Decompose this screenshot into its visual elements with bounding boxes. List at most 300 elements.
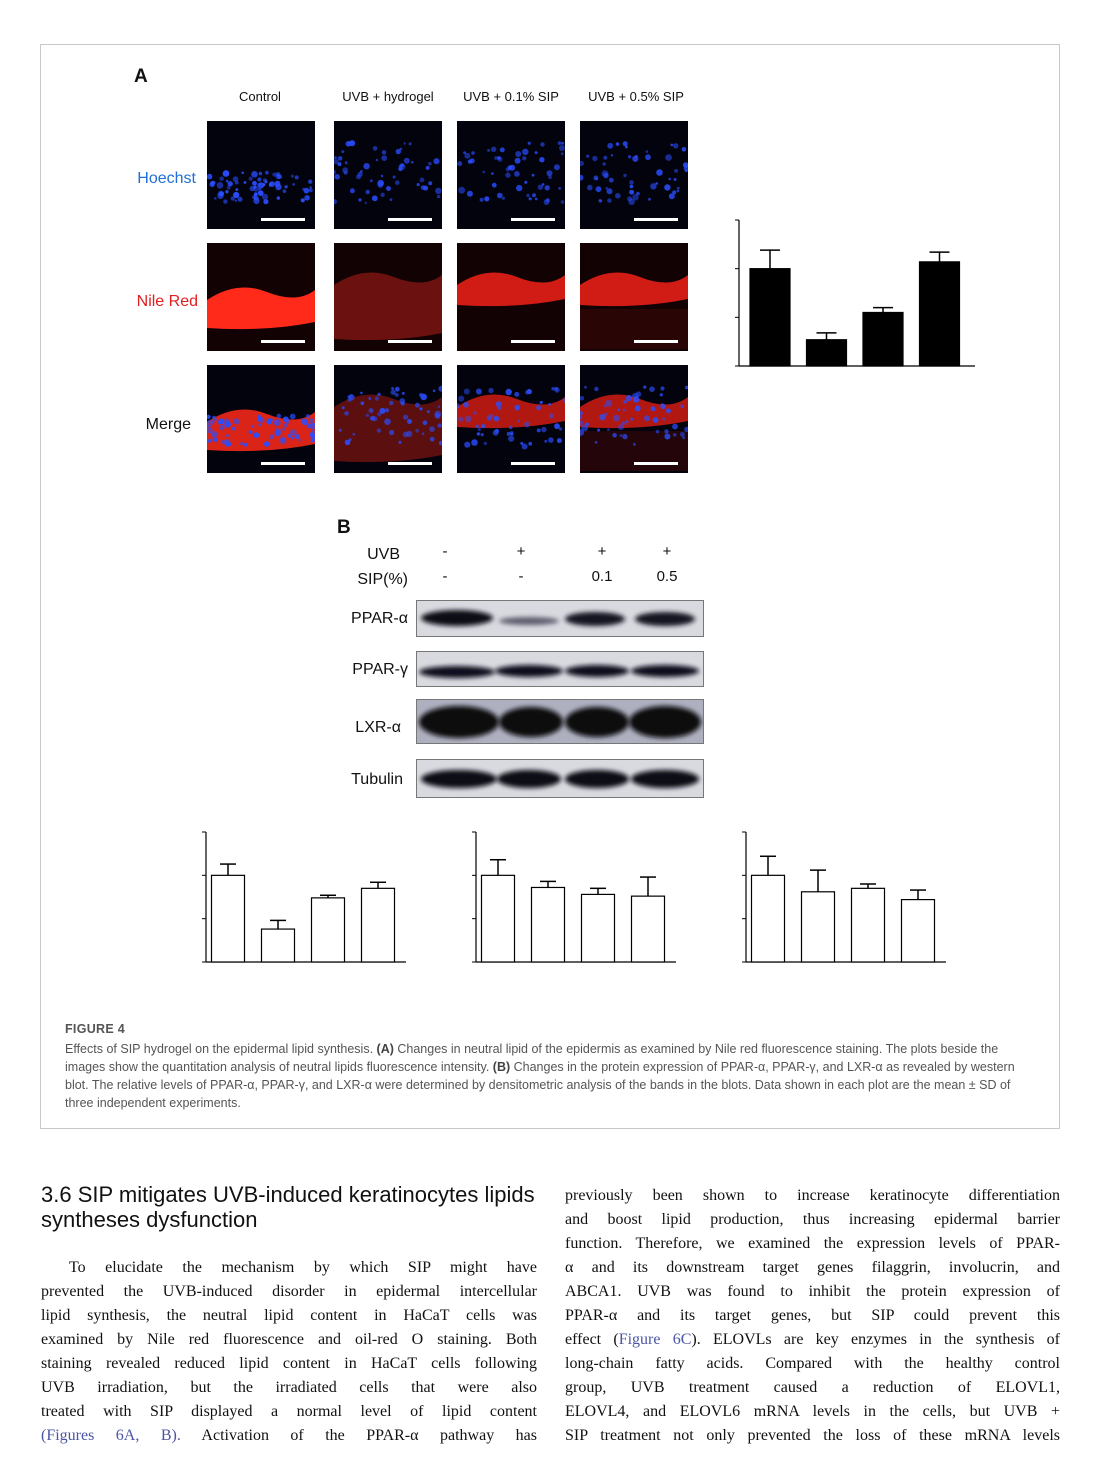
nucleus-dot [253,432,259,438]
nucleus-dot [557,438,562,443]
nucleus-dot [257,417,261,421]
nucleus-dot [458,187,465,194]
nucleus-dot [346,141,352,147]
nucleus-dot [491,172,494,175]
nucleus-dot [464,442,470,448]
nucleus-dot [463,402,469,408]
nucleus-dot [672,424,678,430]
merge-micrograph [334,365,442,473]
nucleus-dot [671,144,674,147]
nucleus-dot [494,416,500,422]
nucleus-dot [488,388,493,393]
bar [852,888,885,962]
nucleus-dot [422,432,425,435]
nucleus-dot [685,170,687,172]
nucleus-dot [586,155,589,158]
nucleus-dot [225,441,231,447]
nucleus-dot [500,147,505,152]
scale-bar [388,340,432,343]
nucleus-dot [372,195,378,201]
nucleus-dot [382,150,387,155]
nucleus-dot [217,182,224,189]
nucleus-dot [480,198,484,202]
nucleus-dot [415,429,419,433]
bar [752,875,785,962]
scale-bar [634,462,678,465]
nucleus-dot [345,440,351,446]
nucleus-dot [662,418,665,421]
scale-bar [511,462,555,465]
nucleus-dot [518,420,520,422]
nucleus-dot [505,172,510,177]
scale-bar [261,218,305,221]
blot-uvb-value: + [662,543,672,560]
body-text-line: UVB irradiation, but the irradiated cells that were also [41,1379,537,1396]
nucleus-dot [515,405,521,411]
blot-sip-value: - [442,568,448,585]
body-text-line: long-chain fatty acids. Compared with the healthy control [565,1355,1060,1372]
nucleus-dot [483,171,486,174]
nucleus-dot [538,185,543,190]
nucleus-dot [607,188,613,194]
nucleus-dot [219,191,224,196]
nucleus-dot [660,386,664,390]
nucleus-dot [645,154,651,160]
nucleus-dot [585,423,589,427]
western-blot-lxr-alpha [416,699,704,744]
nucleus-dot [481,433,484,436]
nucleus-dot [496,401,502,407]
nucleus-dot [263,199,268,204]
nucleus-dot [465,416,472,423]
nucleus-dot [516,185,522,191]
nucleus-dot [264,441,270,447]
nucleus-dot [458,417,463,422]
nucleus-dot [433,390,436,393]
body-text-line: To elucidate the mechanism by which SIP might have [69,1259,537,1276]
nucleus-dot [356,174,361,179]
nucleus-dot [423,421,428,426]
nucleus-dot [411,161,414,164]
blot-uvb-value: + [597,543,607,560]
nucleus-dot [609,178,614,183]
nucleus-dot [212,416,216,420]
body-text-line: and boost lipid production, thus increasing epidermal barrier [565,1211,1060,1228]
nucleus-dot [620,434,623,437]
nucleus-dot [238,197,243,202]
nucleus-dot [232,427,236,431]
nucleus-dot [309,418,314,423]
nucleus-dot [607,428,610,431]
nucleus-dot [308,180,312,184]
nucleus-dot [361,402,365,406]
nucleus-dot [508,165,512,169]
nucleus-dot [252,181,257,186]
bar [902,900,935,962]
nucleus-dot [219,425,225,431]
nucleus-dot [494,156,497,159]
body-text-line: function. Therefore, we examined the expression levels of PPAR- [565,1235,1060,1252]
nile-red-micrograph-image [334,243,442,351]
nucleus-dot [682,147,687,152]
hoechst-micrograph-image [334,121,442,229]
column-header-uvb-01-sip: UVB + 0.1% SIP [463,89,559,104]
nucleus-dot [358,198,361,201]
nucleus-dot [602,170,609,177]
row-label-merge: Merge [145,416,191,433]
nucleus-dot [476,389,482,395]
nucleus-dot [497,193,503,199]
nucleus-dot [457,161,462,166]
nucleus-dot [484,196,489,201]
scale-bar [261,462,305,465]
nucleus-dot [304,188,310,194]
nucleus-dot [214,197,217,200]
nucleus-dot [235,200,237,202]
nucleus-dot [407,419,412,424]
nucleus-dot [537,428,541,432]
figure-reference-link[interactable]: (Figures 6A, B). [41,1427,181,1444]
nucleus-dot [395,180,400,185]
blot-label-tubulin: Tubulin [351,771,403,788]
bar [212,875,245,962]
nucleus-dot [527,389,532,394]
bar [482,875,515,962]
hoechst-micrograph [580,121,688,229]
nucleus-dot [599,414,606,421]
nucleus-dot [415,403,420,408]
nucleus-dot [478,428,481,431]
nucleus-dot [341,150,344,153]
nucleus-dot [227,186,231,190]
panel-a-letter: A [134,66,148,87]
ppar-gamma-quantification-chart [420,820,685,1010]
nucleus-dot [375,397,379,401]
nucleus-dot [646,150,649,153]
nucleus-dot [551,387,555,391]
panel-b-letter: B [337,517,351,538]
body-text-line: ELOVL4, and ELOVL6 mRNA levels in the cells, but UVB + [565,1403,1060,1420]
nucleus-dot [535,198,538,201]
nucleus-dot [276,174,281,179]
nucleus-dot [380,193,384,197]
scale-bar [388,462,432,465]
nucleus-dot [399,398,405,404]
nucleus-dot [464,389,470,395]
nucleus-dot [426,166,430,170]
nucleus-dot [632,156,638,162]
nucleus-dot [491,147,496,152]
nucleus-dot [233,192,239,198]
nucleus-dot [345,161,348,164]
western-blot-ppar-gamma [416,651,704,687]
nucleus-dot [409,142,412,145]
nucleus-dot [529,197,532,200]
nucleus-dot [680,405,684,409]
nucleus-dot [471,439,478,446]
body-text-line: examined by Nile red fluorescence and oil-red O staining. Both [41,1331,537,1348]
nucleus-dot [433,158,439,164]
nucleus-dot [427,410,430,413]
hoechst-micrograph-image [580,121,688,229]
nucleus-dot [428,181,432,185]
merge-micrograph [580,365,688,473]
nucleus-dot [561,152,564,155]
nucleus-dot [653,417,659,423]
merge-micrograph-image [334,365,442,473]
body-text-line: staining revealed reduced lipid content in HaCaT cells following [41,1355,537,1372]
nucleus-dot [295,175,299,179]
nucleus-dot [544,440,547,443]
nucleus-dot [304,195,310,201]
column-header-uvb-05-sip: UVB + 0.5% SIP [588,89,684,104]
nucleus-dot [342,406,345,409]
nucleus-dot [381,175,383,177]
nucleus-dot [674,169,678,173]
nucleus-dot [404,158,410,164]
nucleus-dot [339,429,342,432]
nucleus-dot [350,188,355,193]
hoechst-micrograph-image [207,121,315,229]
nucleus-dot [398,441,401,444]
nucleus-dot [207,420,213,426]
nucleus-dot [623,141,628,146]
nucleus-dot [648,198,651,201]
nucleus-dot [664,434,670,440]
nucleus-dot [628,155,631,158]
nucleus-dot [502,197,505,200]
nucleus-dot [656,169,663,176]
nucleus-dot [381,155,387,161]
nucleus-dot [233,418,239,424]
body-text-line: lipid synthesis, the neutral lipid content in HaCaT cells was [41,1307,537,1324]
nucleus-dot [363,163,369,169]
nucleus-dot [555,387,560,392]
nucleus-dot [404,142,406,144]
nucleus-dot [403,415,408,420]
nucleus-dot [477,432,480,435]
nucleus-dot [597,429,600,432]
nucleus-dot [607,198,611,202]
bar [632,896,665,962]
nucleus-dot [299,439,302,442]
nucleus-dot [295,434,300,439]
section-title: 3.6 SIP mitigates UVB-induced keratinocytes lipids syntheses dysfunction [41,1182,535,1232]
bar [532,887,565,962]
nucleus-dot [677,190,680,193]
nucleus-dot [253,198,259,204]
nucleus-dot [669,193,675,199]
nucleus-dot [484,442,487,445]
nucleus-dot [629,190,634,195]
scale-bar [261,340,305,343]
nucleus-dot [349,394,355,400]
nucleus-dot [629,180,634,185]
nucleus-dot [677,187,680,190]
nucleus-dot [458,396,464,402]
nucleus-dot [228,181,233,186]
nucleus-dot [435,413,441,419]
nucleus-dot [595,178,598,181]
nucleus-dot [607,143,613,149]
nucleus-dot [385,408,389,412]
nucleus-dot [650,183,656,189]
figure-label: FIGURE 4 [65,1022,126,1036]
nucleus-dot [652,408,655,411]
nucleus-dot [535,151,538,154]
body-text-line: PPAR-α and its target genes, but SIP could prevent this [565,1307,1060,1324]
nucleus-dot [514,392,519,397]
blot-sip-value: - [518,568,524,585]
scale-bar [511,218,555,221]
nucleus-dot [673,143,678,148]
nucleus-dot [275,428,281,434]
nucleus-dot [428,162,431,165]
nucleus-dot [532,174,535,177]
nucleus-dot [372,416,377,421]
row-label-nile-red: Nile Red [136,293,198,310]
nucleus-dot [353,433,356,436]
nucleus-dot [656,430,660,434]
nucleus-dot [528,442,532,446]
nucleus-dot [282,427,286,431]
body-text-line: previously been shown to increase keratinocyte differentiation [565,1187,1060,1204]
nucleus-dot [301,419,304,422]
nucleus-dot [635,405,641,411]
nucleus-dot [559,427,562,430]
nucleus-dot [284,423,288,427]
nucleus-dot [292,183,295,186]
lipid-stain-layer [334,273,442,341]
nucleus-dot [284,185,287,188]
nucleus-dot [419,407,422,410]
nucleus-dot [603,162,606,165]
nucleus-dot [633,443,636,446]
nucleus-dot [594,387,598,391]
nucleus-dot [476,425,479,428]
nucleus-dot [559,145,565,151]
body-text-fragment: effect ( [565,1331,619,1348]
lipid-stain-background [580,431,688,471]
micrograph-background [580,121,688,229]
nucleus-dot [311,440,313,442]
nucleus-dot [660,393,663,396]
nucleus-dot [524,181,527,184]
nucleus-dot [522,156,526,160]
hoechst-micrograph-image [457,121,565,229]
nucleus-dot [526,194,529,197]
hoechst-micrograph [334,121,442,229]
nucleus-dot [644,415,650,421]
nucleus-dot [596,186,602,192]
nucleus-dot [218,421,221,424]
scale-bar [388,218,432,221]
nucleus-dot [224,418,230,424]
body-text-fragment: Activation of the PPAR-α pathway has [180,1427,537,1444]
western-blot-tubulin [416,759,704,798]
nucleus-dot [368,397,371,400]
nucleus-dot [522,149,528,155]
bar [582,894,615,962]
nucleus-dot [306,414,310,418]
nucleus-dot [366,190,370,194]
merge-micrograph [457,365,565,473]
column-header-control: Control [239,89,281,104]
nucleus-dot [360,392,363,395]
nucleus-dot [257,177,261,181]
nucleus-dot [391,387,394,390]
nucleus-dot [470,158,475,163]
nucleus-dot [377,393,381,397]
nucleus-dot [540,142,544,146]
nucleus-dot [545,185,550,190]
bar [802,892,835,962]
nucleus-dot [487,415,493,421]
nucleus-dot [584,386,587,389]
nucleus-dot [622,434,627,439]
nucleus-dot [430,437,435,442]
nucleus-dot [342,167,348,173]
nucleus-dot [668,178,671,181]
nucleus-dot [292,437,295,440]
nucleus-dot [618,424,624,430]
nucleus-dot [309,188,313,192]
blot-sip-value: 0.5 [656,568,678,585]
nucleus-dot [471,151,475,155]
nucleus-dot [344,411,349,416]
nucleus-dot [420,178,425,183]
nucleus-dot [548,403,551,406]
nucleus-dot [417,183,420,186]
nucleus-dot [249,430,253,434]
nile-red-micrograph-image [457,243,565,351]
nucleus-dot [393,176,396,179]
nucleus-dot [338,156,343,161]
nucleus-dot [561,142,564,145]
nucleus-dot [360,170,363,173]
nucleus-dot [267,418,272,423]
nucleus-dot [373,146,378,151]
nucleus-dot [263,178,267,182]
nucleus-dot [506,389,512,395]
nucleus-dot [498,157,503,162]
nucleus-dot [495,429,499,433]
nucleus-dot [399,164,405,170]
merge-micrograph-image [207,365,315,473]
nucleus-dot [435,188,441,194]
nucleus-dot [366,414,369,417]
nucleus-dot [301,198,305,202]
nucleus-dot [561,200,565,204]
nucleus-dot [547,170,553,176]
micrograph-background [334,121,442,229]
nucleus-dot [558,187,561,190]
nucleus-dot [438,405,441,408]
nucleus-dot [275,181,281,187]
nucleus-dot [377,182,383,188]
nucleus-dot [515,158,521,164]
nucleus-dot [384,418,391,425]
nucleus-dot [587,185,593,191]
nucleus-dot [389,401,394,406]
lipid-stain-layer [334,395,442,463]
nucleus-dot [291,175,294,178]
nucleus-dot [225,190,228,193]
figure-reference-link[interactable]: Figure 6C [618,1331,692,1348]
scale-bar [634,340,678,343]
nucleus-dot [636,192,640,196]
nucleus-dot [616,142,620,146]
